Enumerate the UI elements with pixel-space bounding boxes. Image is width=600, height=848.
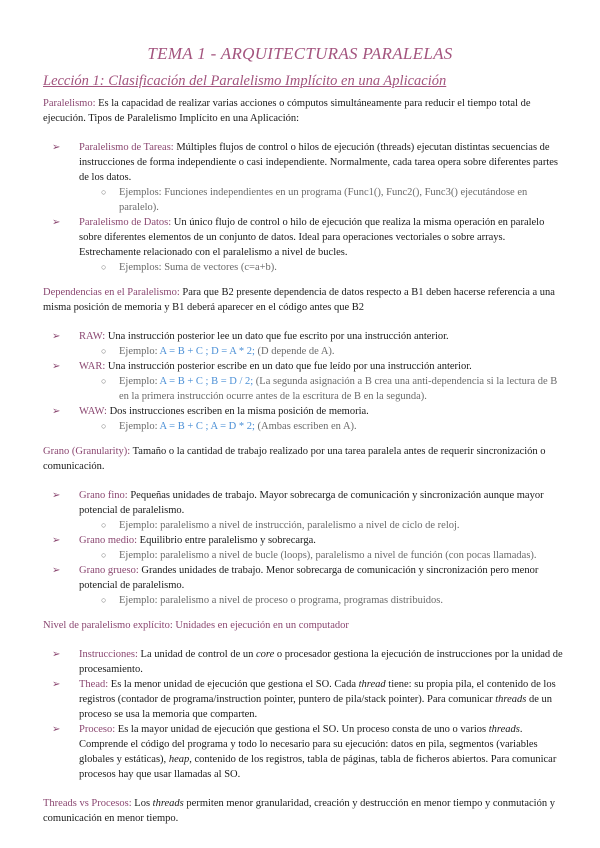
grano-paragraph: Grano (Granularity): Tamaño o la cantidad de trabajo realizado por una tarea paralela antes de requerir sincronización o comunicación.: [43, 446, 546, 472]
list-item: ➢ RAW: Una instrucción posterior lee un dato que fue escrito por una instrucción anterior. ○ Ejemplo: A = B + C ; D = A * 2; (D depende de A).: [43, 329, 563, 359]
threads-vs-paragraph: Threads vs Procesos: Los threads permiten menor granularidad, creación y destrucción en menor tiempo y conmutación y comunicación en menor tiempo.: [43, 798, 555, 824]
list-item: ➢ Proceso: Es la mayor unidad de ejecución que gestiona el SO. Un proceso consta de uno o varios threads. Comprende el código del programa y todo lo necesario para su ejecución: datos en pila, segmentos (variables globales y estáticas), heap, contenido de los registros, tabla de páginas, tabla de ficheros abiertos. Para comunicar procesos hay que usar llamadas al SO.: [52, 724, 557, 780]
sub-list-item: ○ Ejemplo: A = B + C ; B = D / 2; (La segunda asignación a B crea una anti-dependencia si la lectura de B en la primera instrucción ocurre antes de la escritura de B en la segunda).: [101, 376, 558, 402]
grano-list: [43, 488, 563, 608]
paralelismo-paragraph: [43, 96, 563, 126]
list-item: ➢ Grano medio: Equilibrio entre paralelismo y sobrecarga. ○ Ejemplo: paralelismo a nivel de bucle (loops), paralelismo a nivel de función (con pocas llamadas).: [43, 533, 563, 563]
arrow-bullet-icon: ➢: [52, 361, 61, 372]
lesson-heading: Lección 1: Clasificación del Paralelismo Implícito en una Aplicación: [43, 73, 447, 89]
list-item: ➢ Paralelismo de Datos: Un único flujo de control o hilo de ejecución que realiza la misma operación en paralelo sobre diferentes elementos de un conjunto de datos. Ideal para operaciones vectoriales o sobre arrays. Estrechamente relacionado con el paralelismo a nivel de bucles. ○ Ejemplos: Suma de vectores (c=a+b).: [43, 215, 563, 275]
sub-list-item: ○ Ejemplos: Funciones independientes en un programa (Func1(), Func2(), Func3() ejecutándose en paralelo).: [101, 187, 528, 213]
arrow-bullet-icon: ➢: [52, 649, 61, 660]
list-item: ➢ WAW: Dos instrucciones escriben en la misma posición de memoria. ○ Ejemplo: A = B + C ; A = D * 2; (Ambas escriben en A).: [43, 404, 563, 434]
arrow-bullet-icon: ➢: [52, 679, 61, 690]
paralelismo-list: [43, 140, 563, 275]
sub-list-item: ○ Ejemplo: A = B + C ; A = D * 2; (Ambas escriben en A).: [101, 421, 357, 432]
list-item: ➢ Grano grueso: Grandes unidades de trabajo. Menor sobrecarga de comunicación y sincronización pero menor potencial de paralelismo. ○ Ejemplo: paralelismo a nivel de proceso o programa, programas distribuidos.: [43, 563, 563, 608]
circle-bullet-icon: ○: [101, 376, 107, 386]
arrow-bullet-icon: ➢: [52, 724, 61, 735]
dependencias-paragraph: Dependencias en el Paralelismo: Para que B2 presente dependencia de datos respecto a B1 deben hacerse referencia a una misma posición de memoria y B1 deberá aparecer en el código antes que B2: [43, 287, 555, 313]
nivel-paragraph: [43, 618, 563, 633]
document-body: [43, 96, 563, 826]
dependencias-list: [43, 329, 563, 434]
nivel-list: [43, 647, 563, 782]
circle-bullet-icon: ○: [101, 421, 107, 431]
arrow-bullet-icon: ➢: [52, 406, 61, 417]
circle-bullet-icon: ○: [101, 595, 107, 605]
sub-list-item: ○ Ejemplo: paralelismo a nivel de instrucción, paralelismo a nivel de ciclo de reloj.: [101, 520, 460, 531]
paralelismo-term: Paralelismo:: [43, 98, 96, 109]
arrow-bullet-icon: ➢: [52, 565, 61, 576]
document-title: TEMA 1 - ARQUITECTURAS PARALELAS: [147, 44, 453, 63]
list-item: ➢ Thead: Es la menor unidad de ejecución que gestiona el SO. Cada thread tiene: su propia pila, el contenido de los registros (contador de programa/instruction pointer, puntero de pila/stack pointer). Para comunicar threads de un proceso se usa la memoria que comparten.: [52, 679, 556, 720]
circle-bullet-icon: ○: [101, 550, 107, 560]
circle-bullet-icon: ○: [101, 520, 107, 530]
paralelismo-text: Es la capacidad de realizar varias acciones o cómputos simultáneamente para reducir el tiempo total de ejecución. Tipos de Paralelismo Implícito en una Aplicación:: [43, 98, 531, 124]
list-item: ➢ Grano fino: Pequeñas unidades de trabajo. Mayor sobrecarga de comunicación y sincronización aunque mayor potencial de paralelismo. ○ Ejemplo: paralelismo a nivel de instrucción, paralelismo a nivel de ciclo de reloj.: [43, 488, 563, 533]
circle-bullet-icon: ○: [101, 262, 107, 272]
list-item: ➢ Paralelismo de Tareas: Múltiples flujos de control o hilos de ejecución (threads) ejecutan distintas secuencias de instrucciones de forma independiente o casi independiente. Normalmente, cada tarea opera sobre diferentes partes de los datos. ○ Ejemplos: Funciones independientes en un programa (Func1(), Func2(), Func3() ejecutándose en paralelo).: [43, 140, 563, 215]
sub-list-item: ○ Ejemplo: paralelismo a nivel de bucle (loops), paralelismo a nivel de función (con pocas llamadas).: [101, 550, 537, 561]
dependencias-term: Dependencias en el Paralelismo:: [43, 287, 180, 298]
sub-list-item: ○ Ejemplos: Suma de vectores (c=a+b).: [101, 262, 277, 273]
grano-term: Grano (Granularity):: [43, 446, 131, 457]
arrow-bullet-icon: ➢: [52, 535, 61, 546]
nivel-term: Nivel de paralelismo explícito: Unidades en ejecución en un computador: [43, 620, 349, 631]
arrow-bullet-icon: ➢: [52, 217, 61, 228]
arrow-bullet-icon: ➢: [52, 490, 61, 501]
circle-bullet-icon: ○: [101, 187, 107, 197]
list-item: ➢ Instrucciones: La unidad de control de un core o procesador gestiona la ejecución de instrucciones por la unidad de procesamiento.: [52, 649, 563, 675]
arrow-bullet-icon: ➢: [52, 142, 61, 153]
circle-bullet-icon: ○: [101, 346, 107, 356]
threads-vs-term: Threads vs Procesos:: [43, 798, 132, 809]
sub-list-item: ○ Ejemplo: paralelismo a nivel de proceso o programa, programas distribuidos.: [101, 595, 443, 606]
sub-list-item: ○ Ejemplo: A = B + C ; D = A * 2; (D depende de A).: [101, 346, 335, 357]
arrow-bullet-icon: ➢: [52, 331, 61, 342]
list-item: ➢ WAR: Una instrucción posterior escribe en un dato que fue leído por una instrucción anterior. ○ Ejemplo: A = B + C ; B = D / 2; (La segunda asignación a B crea una anti-dependencia si la lectura de B en la primera instrucción ocurre antes de la escritura de B en la segunda).: [43, 359, 563, 404]
